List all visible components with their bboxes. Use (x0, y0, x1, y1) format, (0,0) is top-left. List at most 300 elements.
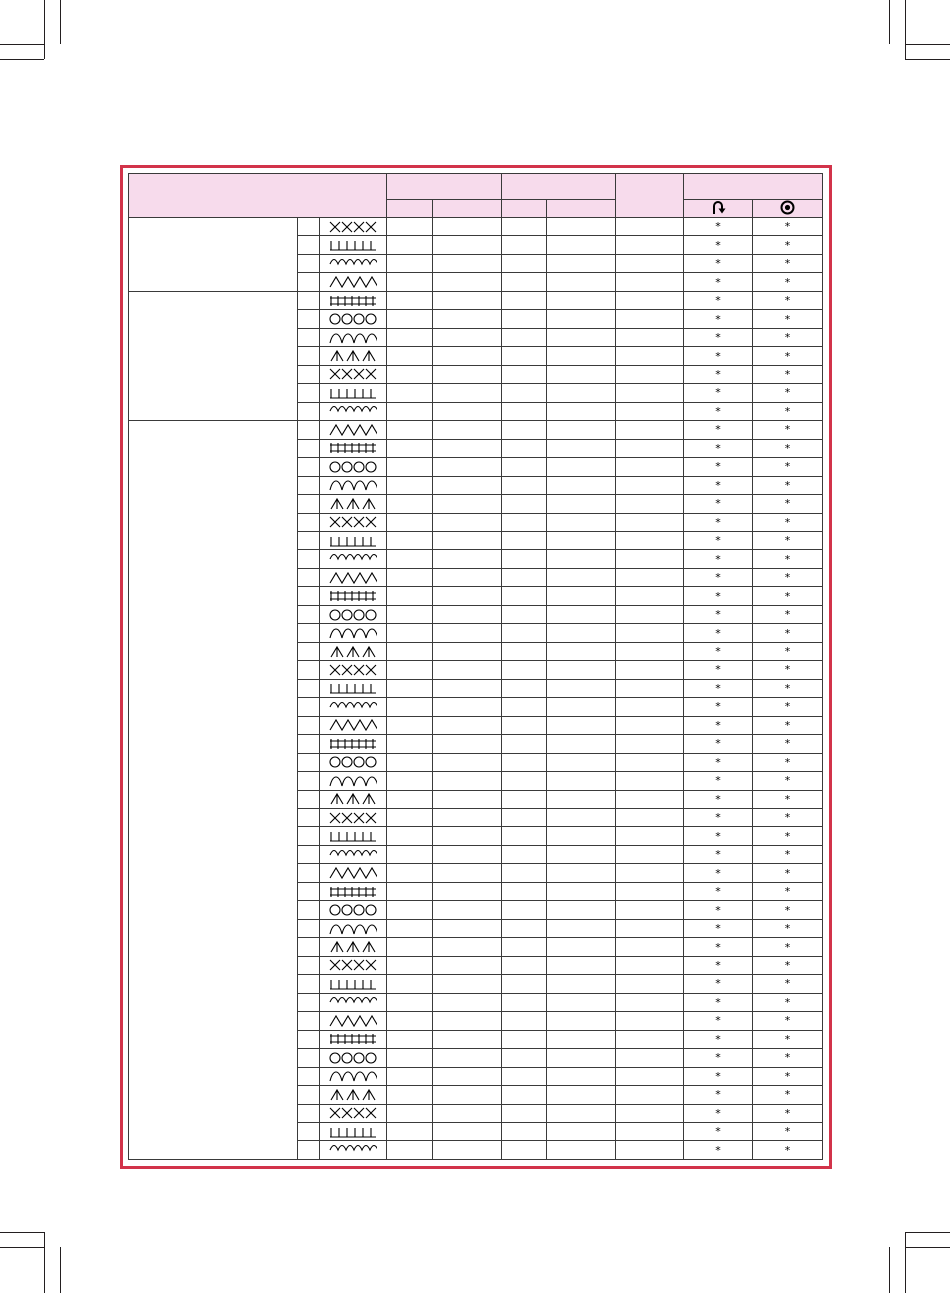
mark-cell (684, 531, 753, 549)
value-cell (616, 901, 684, 919)
slanted-dash-stitch-icon (329, 386, 377, 400)
stitch-table (128, 173, 823, 1160)
value-cell (387, 882, 433, 900)
value-cell (502, 458, 547, 476)
value-cell (387, 661, 433, 679)
number-cell (298, 495, 320, 513)
star-mark: * (784, 940, 791, 954)
table-row (129, 218, 823, 236)
star-mark: * (715, 312, 721, 326)
value-cell (433, 254, 502, 272)
mark-cell (753, 1030, 823, 1048)
stitch-symbol-cell (320, 402, 387, 420)
number-cell (298, 661, 320, 679)
mark-cell (753, 605, 823, 623)
value-cell (547, 975, 616, 993)
stitch-symbol-cell (320, 882, 387, 900)
value-cell (387, 439, 433, 457)
number-cell (298, 1012, 320, 1030)
value-cell (547, 550, 616, 568)
value-cell (616, 661, 684, 679)
mark-cell (684, 365, 753, 383)
value-cell (616, 476, 684, 494)
mark-cell (684, 218, 753, 236)
value-cell (616, 624, 684, 642)
number-cell (298, 254, 320, 272)
number-cell (298, 1104, 320, 1122)
value-cell (547, 513, 616, 531)
number-cell (298, 772, 320, 790)
value-cell (502, 938, 547, 956)
number-cell (298, 439, 320, 457)
value-cell (616, 1067, 684, 1085)
value-cell (547, 864, 616, 882)
value-cell (387, 273, 433, 291)
value-cell (433, 458, 502, 476)
value-cell (616, 809, 684, 827)
crop-mark (905, 1232, 950, 1233)
value-cell (616, 772, 684, 790)
value-cell (433, 1049, 502, 1067)
stitch-symbol-cell (320, 975, 387, 993)
value-cell (616, 938, 684, 956)
crop-mark (0, 1232, 44, 1233)
wave-dot-stitch-icon (329, 995, 377, 1009)
mark-cell (684, 1141, 753, 1159)
star-mark: * (715, 294, 721, 308)
star-mark: * (715, 700, 721, 714)
stitch-symbol-cell (320, 605, 387, 623)
crop-mark (905, 1232, 906, 1293)
value-cell (387, 1086, 433, 1104)
mark-cell (684, 993, 753, 1011)
star-mark: * (784, 423, 791, 437)
number-cell (298, 753, 320, 771)
mark-cell (753, 993, 823, 1011)
star-mark: * (784, 755, 791, 769)
value-cell (502, 328, 547, 346)
value-cell (433, 1104, 502, 1122)
value-cell (616, 587, 684, 605)
mark-cell (753, 938, 823, 956)
stitch-symbol-cell (320, 1049, 387, 1067)
star-mark: * (715, 1088, 721, 1102)
number-cell (298, 901, 320, 919)
mark-cell (684, 1104, 753, 1122)
star-mark: * (715, 958, 721, 972)
value-cell (433, 476, 502, 494)
star-mark: * (715, 220, 721, 234)
number-cell (298, 587, 320, 605)
value-cell (547, 421, 616, 439)
value-cell (502, 531, 547, 549)
mark-cell (753, 845, 823, 863)
value-cell (387, 421, 433, 439)
value-cell (616, 550, 684, 568)
value-cell (433, 993, 502, 1011)
stitch-symbol-cell (320, 864, 387, 882)
value-cell (502, 1012, 547, 1030)
value-cell (387, 901, 433, 919)
value-cell (547, 1141, 616, 1159)
crop-mark (44, 0, 45, 59)
mark-cell (684, 975, 753, 993)
value-cell (387, 568, 433, 586)
value-cell (502, 254, 547, 272)
star-mark: * (784, 552, 791, 566)
star-mark: * (784, 571, 791, 585)
sine-wave-stitch-icon (329, 589, 377, 603)
star-mark: * (784, 1125, 791, 1139)
mark-cell (753, 568, 823, 586)
mark-cell (753, 901, 823, 919)
mark-cell (753, 1049, 823, 1067)
value-cell (387, 772, 433, 790)
star-mark: * (784, 774, 791, 788)
value-cell (547, 273, 616, 291)
stitch-symbol-cell (320, 827, 387, 845)
value-cell (616, 864, 684, 882)
value-cell (502, 439, 547, 457)
value-cell (616, 310, 684, 328)
mark-cell (684, 458, 753, 476)
value-cell (502, 273, 547, 291)
star-mark: * (784, 367, 791, 381)
star-mark: * (784, 792, 791, 806)
swan-stitch-icon (329, 977, 377, 991)
mark-cell (753, 919, 823, 937)
greek-key-stitch-icon (329, 478, 377, 492)
stitch-symbol-cell (320, 365, 387, 383)
value-cell (433, 1012, 502, 1030)
circles-stitch-icon (329, 885, 377, 899)
stitch-symbol-cell (320, 735, 387, 753)
value-cell (387, 236, 433, 254)
value-cell (387, 753, 433, 771)
value-cell (502, 495, 547, 513)
number-cell (298, 993, 320, 1011)
value-cell (616, 495, 684, 513)
crop-mark (0, 59, 44, 60)
mark-cell (753, 291, 823, 309)
value-cell (433, 624, 502, 642)
value-cell (387, 310, 433, 328)
value-cell (547, 1104, 616, 1122)
mark-cell (684, 310, 753, 328)
value-cell (387, 218, 433, 236)
value-cell (616, 513, 684, 531)
arrow-wave-stitch-icon (329, 645, 377, 659)
value-cell (547, 882, 616, 900)
stitch-symbol-cell (320, 1030, 387, 1048)
crop-mark (905, 0, 906, 59)
value-cell (433, 1086, 502, 1104)
star-mark: * (715, 571, 721, 585)
value-cell (616, 384, 684, 402)
loop-script-stitch-icon (329, 866, 377, 880)
value-cell (387, 365, 433, 383)
value-cell (502, 1049, 547, 1067)
header-cell (433, 200, 502, 218)
value-cell (433, 790, 502, 808)
star-mark: * (784, 1069, 791, 1083)
star-mark: * (784, 681, 791, 695)
stitch-symbol-cell (320, 384, 387, 402)
value-cell (547, 809, 616, 827)
mark-cell (684, 568, 753, 586)
number-cell (298, 476, 320, 494)
stitch-symbol-cell (320, 661, 387, 679)
number-cell (298, 735, 320, 753)
number-cell (298, 273, 320, 291)
mark-cell (684, 809, 753, 827)
value-cell (433, 642, 502, 660)
mark-cell (753, 458, 823, 476)
value-cell (387, 328, 433, 346)
value-cell (547, 661, 616, 679)
stitch-symbol-cell (320, 328, 387, 346)
tulip-blocks-stitch-icon (329, 441, 377, 455)
star-mark: * (715, 645, 721, 659)
value-cell (387, 975, 433, 993)
mark-cell (753, 365, 823, 383)
header-cell (502, 174, 616, 200)
mark-cell (753, 809, 823, 827)
crop-mark (889, 0, 890, 44)
value-cell (502, 864, 547, 882)
value-cell (433, 938, 502, 956)
value-cell (433, 568, 502, 586)
mark-cell (753, 1104, 823, 1122)
star-mark: * (784, 460, 791, 474)
value-cell (547, 402, 616, 420)
stitch-symbol-cell (320, 938, 387, 956)
stitch-symbol-cell (320, 919, 387, 937)
star-mark: * (715, 1143, 721, 1157)
vine-stitch-icon (329, 774, 377, 788)
stitch-symbol-cell (320, 1104, 387, 1122)
number-cell (298, 402, 320, 420)
value-cell (502, 291, 547, 309)
star-mark: * (715, 386, 721, 400)
category-cell (129, 218, 298, 292)
snowflake-stitch-icon (329, 423, 377, 437)
star-mark: * (784, 589, 791, 603)
number-cell (298, 310, 320, 328)
star-mark: * (784, 1143, 791, 1157)
number-cell (298, 827, 320, 845)
value-cell (547, 1049, 616, 1067)
star-mark: * (784, 885, 791, 899)
mark-cell (753, 679, 823, 697)
value-cell (387, 1122, 433, 1140)
value-cell (502, 642, 547, 660)
mark-cell (753, 956, 823, 974)
value-cell (387, 1141, 433, 1159)
star-mark: * (784, 1051, 791, 1065)
fern-stitch-icon (329, 700, 377, 714)
stitch-symbol-cell (320, 513, 387, 531)
mark-cell (684, 550, 753, 568)
star-mark: * (784, 718, 791, 732)
value-cell (547, 845, 616, 863)
number-cell (298, 790, 320, 808)
value-cell (502, 845, 547, 863)
header-cell (502, 200, 547, 218)
mark-cell (753, 328, 823, 346)
value-cell (502, 716, 547, 734)
value-cell (616, 642, 684, 660)
value-cell (547, 772, 616, 790)
mark-cell (753, 1012, 823, 1030)
value-cell (387, 550, 433, 568)
mark-cell (684, 661, 753, 679)
value-cell (433, 882, 502, 900)
star-mark: * (715, 774, 721, 788)
stitch-symbol-cell (320, 291, 387, 309)
star-mark: * (784, 811, 791, 825)
star-mark: * (715, 367, 721, 381)
star-mark: * (784, 848, 791, 862)
x-chain-stitch-icon (329, 1032, 377, 1046)
value-cell (547, 956, 616, 974)
triangle-blocks-stitch-icon (329, 460, 377, 474)
bow-stitch-icon (329, 1125, 377, 1139)
value-cell (502, 882, 547, 900)
mark-cell (753, 1086, 823, 1104)
ladder-stitch-icon (329, 331, 377, 345)
star-mark: * (715, 460, 721, 474)
star-mark: * (715, 903, 721, 917)
value-cell (433, 273, 502, 291)
value-cell (502, 901, 547, 919)
value-cell (502, 919, 547, 937)
star-mark: * (784, 515, 791, 529)
cross-stitch-stitch-icon (329, 220, 377, 234)
value-cell (387, 1067, 433, 1085)
mark-cell (684, 735, 753, 753)
value-cell (387, 347, 433, 365)
value-cell (502, 605, 547, 623)
value-cell (433, 365, 502, 383)
mark-cell (753, 384, 823, 402)
mark-cell (753, 1067, 823, 1085)
value-cell (387, 698, 433, 716)
value-cell (616, 254, 684, 272)
value-cell (547, 901, 616, 919)
header-cell (753, 200, 823, 218)
star-mark: * (715, 1125, 721, 1139)
value-cell (547, 531, 616, 549)
star-mark: * (784, 663, 791, 677)
value-cell (616, 845, 684, 863)
mark-cell (684, 938, 753, 956)
value-cell (547, 439, 616, 457)
value-cell (387, 476, 433, 494)
number-cell (298, 938, 320, 956)
star-mark: * (715, 922, 721, 936)
value-cell (547, 1067, 616, 1085)
value-cell (387, 531, 433, 549)
value-cell (387, 864, 433, 882)
number-cell (298, 291, 320, 309)
star-mark: * (715, 681, 721, 695)
value-cell (433, 495, 502, 513)
star-mark: * (715, 885, 721, 899)
value-cell (502, 347, 547, 365)
value-cell (387, 642, 433, 660)
value-cell (616, 698, 684, 716)
star-mark: * (784, 1014, 791, 1028)
crop-mark (60, 1247, 61, 1293)
value-cell (616, 1122, 684, 1140)
header-cell (387, 200, 433, 218)
value-cell (616, 402, 684, 420)
dotted-arch-stitch-icon (329, 534, 377, 548)
mark-cell (753, 513, 823, 531)
value-cell (387, 809, 433, 827)
table-row (129, 421, 823, 439)
swirl-stitch-icon (329, 1106, 377, 1120)
star-mark: * (784, 238, 791, 252)
mark-cell (684, 439, 753, 457)
value-cell (616, 1030, 684, 1048)
number-cell (298, 236, 320, 254)
value-cell (616, 458, 684, 476)
star-mark: * (784, 497, 791, 511)
value-cell (433, 1067, 502, 1085)
value-cell (616, 956, 684, 974)
value-cell (433, 236, 502, 254)
number-cell (298, 421, 320, 439)
star-mark: * (715, 1032, 721, 1046)
value-cell (547, 384, 616, 402)
star-mark: * (784, 275, 791, 289)
value-cell (547, 476, 616, 494)
value-cell (547, 218, 616, 236)
mark-cell (753, 1122, 823, 1140)
mark-cell (753, 772, 823, 790)
value-cell (387, 624, 433, 642)
mark-cell (684, 605, 753, 623)
header-cell (387, 174, 502, 200)
mark-cell (684, 790, 753, 808)
star-mark: * (784, 645, 791, 659)
star-mark: * (784, 312, 791, 326)
number-cell (298, 1030, 320, 1048)
star-mark: * (715, 238, 721, 252)
value-cell (547, 236, 616, 254)
header-cell (616, 174, 684, 218)
value-cell (433, 550, 502, 568)
star-mark: * (715, 441, 721, 455)
star-mark: * (784, 534, 791, 548)
mark-cell (753, 587, 823, 605)
stitch-symbol-cell (320, 1141, 387, 1159)
stitch-symbol-cell (320, 236, 387, 254)
star-mark: * (784, 386, 791, 400)
value-cell (387, 956, 433, 974)
star-mark: * (784, 441, 791, 455)
star-mark: * (715, 811, 721, 825)
value-cell (433, 1122, 502, 1140)
value-cell (547, 254, 616, 272)
star-mark: * (715, 977, 721, 991)
stitch-symbol-cell (320, 716, 387, 734)
mark-cell (684, 845, 753, 863)
star-mark: * (715, 515, 721, 529)
star-mark: * (715, 663, 721, 677)
